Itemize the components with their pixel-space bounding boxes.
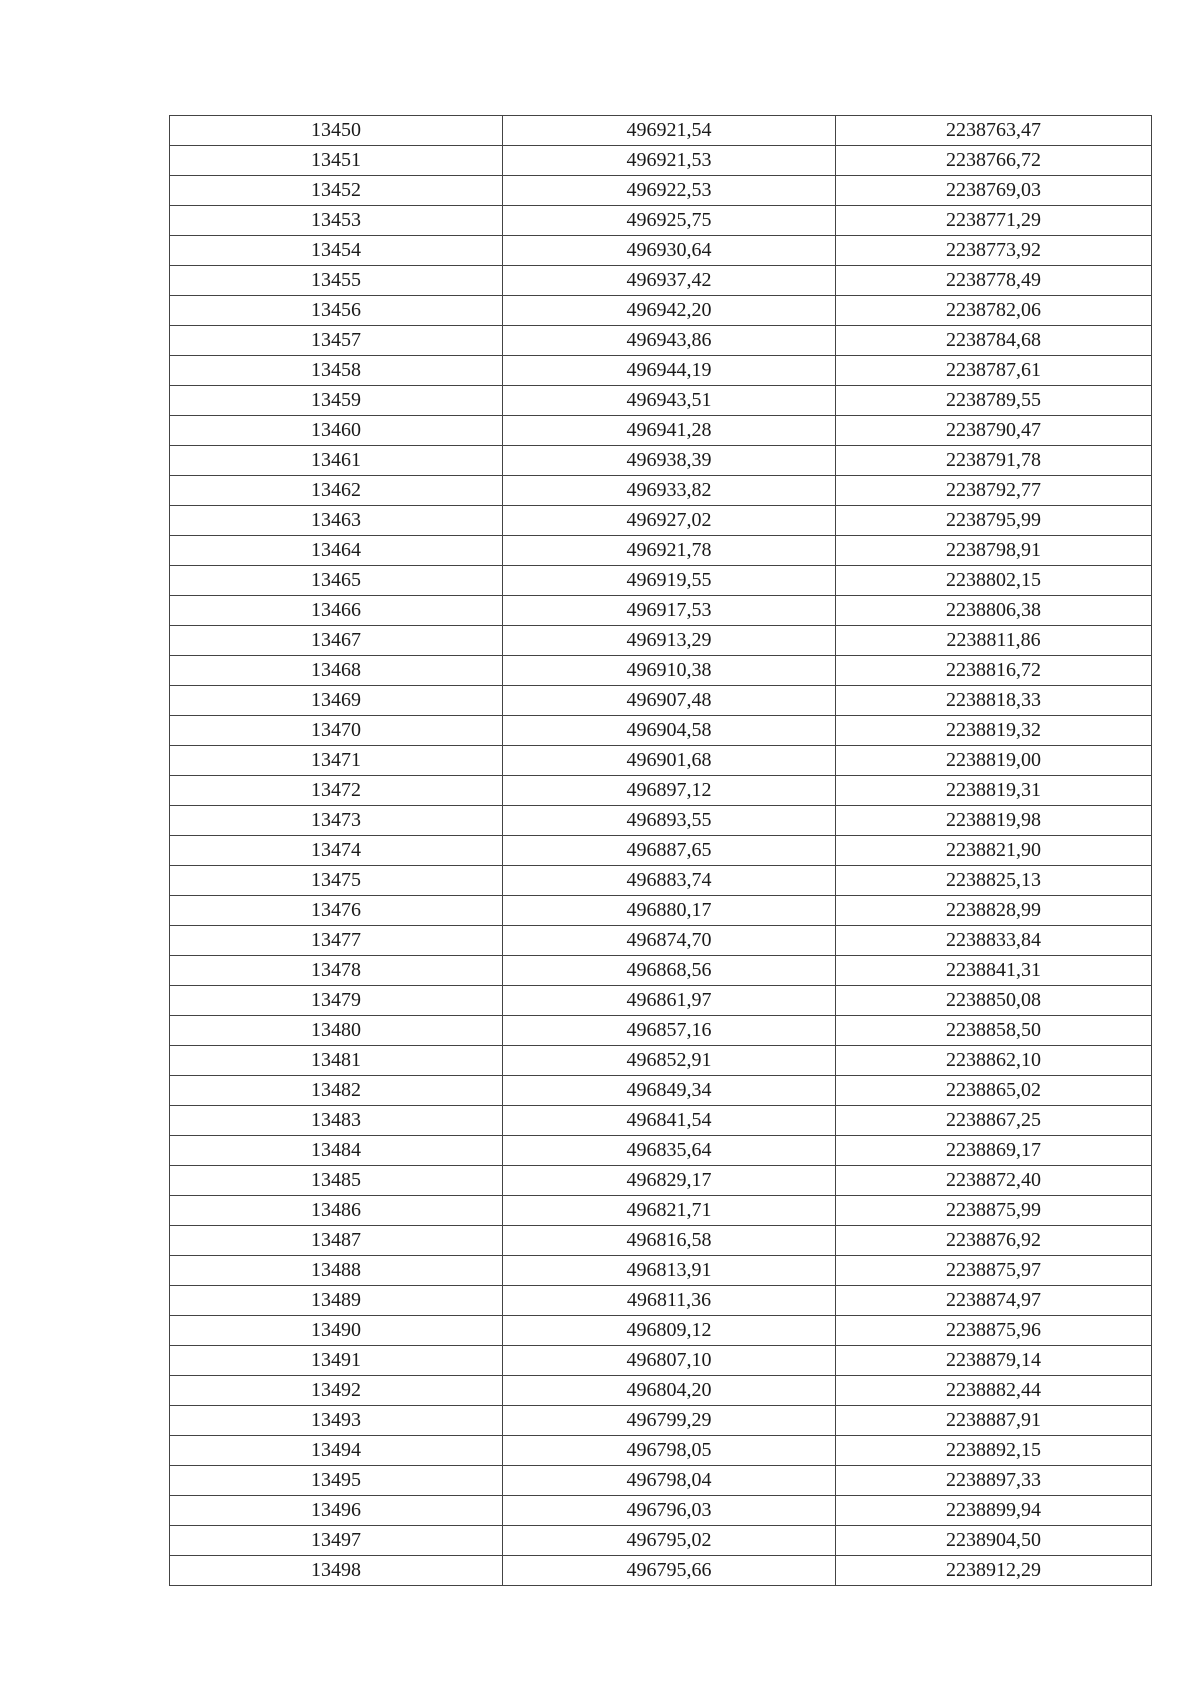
y-coordinate-cell: 2238850,08 [836, 986, 1152, 1016]
table-row [170, 1406, 1152, 1436]
x-coordinate-cell: 496874,70 [503, 926, 836, 956]
x-coordinate-cell: 496841,54 [503, 1106, 836, 1136]
y-coordinate-cell: 2238782,06 [836, 296, 1152, 326]
point-number-cell: 13487 [170, 1226, 503, 1256]
x-coordinate-cell: 496942,20 [503, 296, 836, 326]
table-row [170, 1526, 1152, 1556]
table-row [170, 206, 1152, 236]
x-coordinate-cell: 496897,12 [503, 776, 836, 806]
y-coordinate-cell: 2238876,92 [836, 1226, 1152, 1256]
table-row [170, 596, 1152, 626]
table-row [170, 806, 1152, 836]
y-coordinate-cell: 2238899,94 [836, 1496, 1152, 1526]
y-coordinate-cell: 2238869,17 [836, 1136, 1152, 1166]
y-coordinate-cell: 2238865,02 [836, 1076, 1152, 1106]
x-coordinate-cell: 496798,04 [503, 1466, 836, 1496]
x-coordinate-cell: 496796,03 [503, 1496, 836, 1526]
table-row [170, 296, 1152, 326]
x-coordinate-cell: 496804,20 [503, 1376, 836, 1406]
y-coordinate-cell: 2238821,90 [836, 836, 1152, 866]
x-coordinate-cell: 496821,71 [503, 1196, 836, 1226]
x-coordinate-cell: 496937,42 [503, 266, 836, 296]
x-coordinate-cell: 496901,68 [503, 746, 836, 776]
table-row [170, 1286, 1152, 1316]
x-coordinate-cell: 496919,55 [503, 566, 836, 596]
point-number-cell: 13489 [170, 1286, 503, 1316]
x-coordinate-cell: 496921,78 [503, 536, 836, 566]
point-number-cell: 13471 [170, 746, 503, 776]
table-row [170, 626, 1152, 656]
table-row [170, 386, 1152, 416]
x-coordinate-cell: 496849,34 [503, 1076, 836, 1106]
point-number-cell: 13460 [170, 416, 503, 446]
y-coordinate-cell: 2238816,72 [836, 656, 1152, 686]
x-coordinate-cell: 496809,12 [503, 1316, 836, 1346]
table-row [170, 746, 1152, 776]
x-coordinate-cell: 496922,53 [503, 176, 836, 206]
y-coordinate-cell: 2238802,15 [836, 566, 1152, 596]
y-coordinate-cell: 2238819,98 [836, 806, 1152, 836]
y-coordinate-cell: 2238904,50 [836, 1526, 1152, 1556]
y-coordinate-cell: 2238766,72 [836, 146, 1152, 176]
table-row [170, 1376, 1152, 1406]
y-coordinate-cell: 2238819,31 [836, 776, 1152, 806]
x-coordinate-cell: 496943,51 [503, 386, 836, 416]
point-number-cell: 13463 [170, 506, 503, 536]
y-coordinate-cell: 2238828,99 [836, 896, 1152, 926]
y-coordinate-cell: 2238806,38 [836, 596, 1152, 626]
x-coordinate-cell: 496835,64 [503, 1136, 836, 1166]
point-number-cell: 13464 [170, 536, 503, 566]
point-number-cell: 13452 [170, 176, 503, 206]
x-coordinate-cell: 496921,53 [503, 146, 836, 176]
table-row [170, 896, 1152, 926]
point-number-cell: 13485 [170, 1166, 503, 1196]
y-coordinate-cell: 2238875,99 [836, 1196, 1152, 1226]
table-row [170, 1106, 1152, 1136]
x-coordinate-cell: 496943,86 [503, 326, 836, 356]
table-row [170, 1466, 1152, 1496]
point-number-cell: 13467 [170, 626, 503, 656]
table-row [170, 866, 1152, 896]
table-row [170, 326, 1152, 356]
table-row [170, 716, 1152, 746]
coordinates-table [169, 115, 1152, 1586]
y-coordinate-cell: 2238867,25 [836, 1106, 1152, 1136]
y-coordinate-cell: 2238887,91 [836, 1406, 1152, 1436]
table-row [170, 656, 1152, 686]
y-coordinate-cell: 2238789,55 [836, 386, 1152, 416]
x-coordinate-cell: 496829,17 [503, 1166, 836, 1196]
x-coordinate-cell: 496798,05 [503, 1436, 836, 1466]
point-number-cell: 13453 [170, 206, 503, 236]
coordinates-table-body [170, 116, 1152, 1586]
y-coordinate-cell: 2238879,14 [836, 1346, 1152, 1376]
table-row [170, 176, 1152, 206]
y-coordinate-cell: 2238897,33 [836, 1466, 1152, 1496]
table-row [170, 1346, 1152, 1376]
table-row [170, 536, 1152, 566]
point-number-cell: 13494 [170, 1436, 503, 1466]
x-coordinate-cell: 496910,38 [503, 656, 836, 686]
point-number-cell: 13488 [170, 1256, 503, 1286]
y-coordinate-cell: 2238811,86 [836, 626, 1152, 656]
point-number-cell: 13496 [170, 1496, 503, 1526]
y-coordinate-cell: 2238892,15 [836, 1436, 1152, 1466]
table-row [170, 146, 1152, 176]
point-number-cell: 13454 [170, 236, 503, 266]
point-number-cell: 13480 [170, 1016, 503, 1046]
point-number-cell: 13491 [170, 1346, 503, 1376]
table-row [170, 1256, 1152, 1286]
point-number-cell: 13483 [170, 1106, 503, 1136]
y-coordinate-cell: 2238790,47 [836, 416, 1152, 446]
table-row [170, 506, 1152, 536]
y-coordinate-cell: 2238875,96 [836, 1316, 1152, 1346]
x-coordinate-cell: 496883,74 [503, 866, 836, 896]
point-number-cell: 13455 [170, 266, 503, 296]
x-coordinate-cell: 496816,58 [503, 1226, 836, 1256]
point-number-cell: 13473 [170, 806, 503, 836]
table-row [170, 266, 1152, 296]
x-coordinate-cell: 496938,39 [503, 446, 836, 476]
table-row [170, 956, 1152, 986]
y-coordinate-cell: 2238787,61 [836, 356, 1152, 386]
point-number-cell: 13465 [170, 566, 503, 596]
x-coordinate-cell: 496913,29 [503, 626, 836, 656]
y-coordinate-cell: 2238825,13 [836, 866, 1152, 896]
point-number-cell: 13479 [170, 986, 503, 1016]
table-row [170, 1076, 1152, 1106]
point-number-cell: 13470 [170, 716, 503, 746]
x-coordinate-cell: 496907,48 [503, 686, 836, 716]
table-row [170, 356, 1152, 386]
y-coordinate-cell: 2238784,68 [836, 326, 1152, 356]
y-coordinate-cell: 2238792,77 [836, 476, 1152, 506]
point-number-cell: 13492 [170, 1376, 503, 1406]
table-row [170, 1226, 1152, 1256]
y-coordinate-cell: 2238862,10 [836, 1046, 1152, 1076]
y-coordinate-cell: 2238798,91 [836, 536, 1152, 566]
point-number-cell: 13482 [170, 1076, 503, 1106]
table-row [170, 116, 1152, 146]
point-number-cell: 13457 [170, 326, 503, 356]
point-number-cell: 13495 [170, 1466, 503, 1496]
table-row [170, 446, 1152, 476]
point-number-cell: 13466 [170, 596, 503, 626]
point-number-cell: 13468 [170, 656, 503, 686]
x-coordinate-cell: 496795,02 [503, 1526, 836, 1556]
point-number-cell: 13486 [170, 1196, 503, 1226]
y-coordinate-cell: 2238769,03 [836, 176, 1152, 206]
y-coordinate-cell: 2238819,00 [836, 746, 1152, 776]
x-coordinate-cell: 496807,10 [503, 1346, 836, 1376]
x-coordinate-cell: 496799,29 [503, 1406, 836, 1436]
table-row [170, 986, 1152, 1016]
table-row [170, 1136, 1152, 1166]
point-number-cell: 13477 [170, 926, 503, 956]
point-number-cell: 13478 [170, 956, 503, 986]
x-coordinate-cell: 496927,02 [503, 506, 836, 536]
x-coordinate-cell: 496925,75 [503, 206, 836, 236]
table-row [170, 776, 1152, 806]
y-coordinate-cell: 2238819,32 [836, 716, 1152, 746]
point-number-cell: 13456 [170, 296, 503, 326]
table-row [170, 1196, 1152, 1226]
point-number-cell: 13475 [170, 866, 503, 896]
point-number-cell: 13458 [170, 356, 503, 386]
y-coordinate-cell: 2238833,84 [836, 926, 1152, 956]
point-number-cell: 13451 [170, 146, 503, 176]
table-row [170, 926, 1152, 956]
y-coordinate-cell: 2238795,99 [836, 506, 1152, 536]
point-number-cell: 13459 [170, 386, 503, 416]
x-coordinate-cell: 496861,97 [503, 986, 836, 1016]
point-number-cell: 13450 [170, 116, 503, 146]
table-row [170, 1016, 1152, 1046]
table-row [170, 1496, 1152, 1526]
point-number-cell: 13474 [170, 836, 503, 866]
y-coordinate-cell: 2238882,44 [836, 1376, 1152, 1406]
point-number-cell: 13484 [170, 1136, 503, 1166]
point-number-cell: 13461 [170, 446, 503, 476]
x-coordinate-cell: 496930,64 [503, 236, 836, 266]
y-coordinate-cell: 2238872,40 [836, 1166, 1152, 1196]
x-coordinate-cell: 496893,55 [503, 806, 836, 836]
y-coordinate-cell: 2238858,50 [836, 1016, 1152, 1046]
x-coordinate-cell: 496887,65 [503, 836, 836, 866]
point-number-cell: 13469 [170, 686, 503, 716]
y-coordinate-cell: 2238841,31 [836, 956, 1152, 986]
x-coordinate-cell: 496795,66 [503, 1556, 836, 1586]
y-coordinate-cell: 2238791,78 [836, 446, 1152, 476]
point-number-cell: 13476 [170, 896, 503, 926]
x-coordinate-cell: 496933,82 [503, 476, 836, 506]
x-coordinate-cell: 496811,36 [503, 1286, 836, 1316]
y-coordinate-cell: 2238773,92 [836, 236, 1152, 266]
y-coordinate-cell: 2238912,29 [836, 1556, 1152, 1586]
table-row [170, 1316, 1152, 1346]
table-row [170, 566, 1152, 596]
table-row [170, 1166, 1152, 1196]
point-number-cell: 13462 [170, 476, 503, 506]
y-coordinate-cell: 2238874,97 [836, 1286, 1152, 1316]
x-coordinate-cell: 496852,91 [503, 1046, 836, 1076]
y-coordinate-cell: 2238763,47 [836, 116, 1152, 146]
x-coordinate-cell: 496904,58 [503, 716, 836, 746]
y-coordinate-cell: 2238778,49 [836, 266, 1152, 296]
x-coordinate-cell: 496857,16 [503, 1016, 836, 1046]
x-coordinate-cell: 496941,28 [503, 416, 836, 446]
table-row [170, 416, 1152, 446]
x-coordinate-cell: 496921,54 [503, 116, 836, 146]
x-coordinate-cell: 496917,53 [503, 596, 836, 626]
table-row [170, 1436, 1152, 1466]
y-coordinate-cell: 2238771,29 [836, 206, 1152, 236]
point-number-cell: 13497 [170, 1526, 503, 1556]
point-number-cell: 13498 [170, 1556, 503, 1586]
table-row [170, 236, 1152, 266]
x-coordinate-cell: 496868,56 [503, 956, 836, 986]
table-row [170, 836, 1152, 866]
table-row [170, 686, 1152, 716]
point-number-cell: 13472 [170, 776, 503, 806]
table-row [170, 1556, 1152, 1586]
table-row [170, 1046, 1152, 1076]
x-coordinate-cell: 496880,17 [503, 896, 836, 926]
point-number-cell: 13481 [170, 1046, 503, 1076]
point-number-cell: 13493 [170, 1406, 503, 1436]
point-number-cell: 13490 [170, 1316, 503, 1346]
x-coordinate-cell: 496944,19 [503, 356, 836, 386]
y-coordinate-cell: 2238875,97 [836, 1256, 1152, 1286]
table-row [170, 476, 1152, 506]
y-coordinate-cell: 2238818,33 [836, 686, 1152, 716]
x-coordinate-cell: 496813,91 [503, 1256, 836, 1286]
